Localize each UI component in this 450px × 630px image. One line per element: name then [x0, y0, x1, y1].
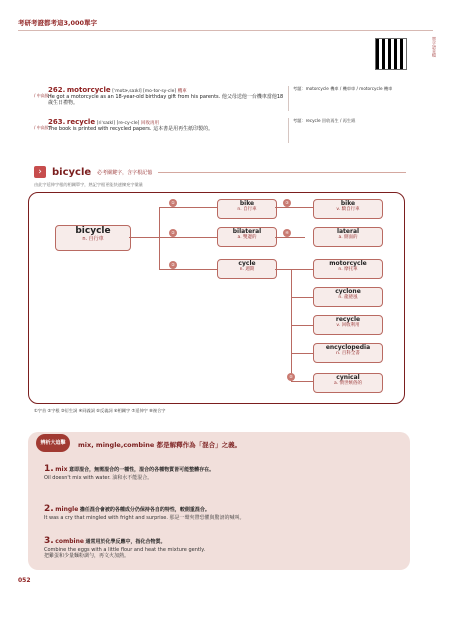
usage-item-definition: 意即混合，無需混合的一種性，混合的各種物質皆可能整體存在。 — [69, 467, 215, 473]
mid-word-box — [217, 227, 277, 247]
usage-item — [44, 504, 396, 521]
usage-item-definition: 通常用於化學反應中，指化合物質。 — [85, 539, 166, 545]
usage-item-example: Oil doesn't mix with water. 油和水不能混合。 — [44, 475, 153, 481]
connector-line — [275, 207, 305, 208]
mid-meaning: n. 自行車 — [237, 207, 257, 212]
connector-line — [291, 353, 313, 354]
related-word: recycle — [335, 316, 361, 323]
usage-item — [44, 464, 396, 481]
word-tree-diagram — [28, 192, 405, 404]
connector-line — [159, 237, 217, 238]
connector-line — [275, 237, 305, 238]
related-word: encyclopedia — [325, 344, 371, 351]
usage-item-example-2: 把雞蛋和少量麵粉調勻，再文火加熱。 — [44, 553, 130, 559]
connector-line — [291, 297, 313, 298]
related-word: bike — [340, 200, 356, 207]
entry-example: The book is printed with recycled papers. 這本書是用再生紙印製的。 — [48, 126, 214, 132]
usage-item-example: It was a cry that mingled with fright and surprise. 那是一聲夾帶恐懼與驚訝的喊叫。 — [44, 515, 245, 521]
chevron-right-icon: › — [34, 166, 46, 178]
vocab-entry — [34, 86, 424, 114]
entry-level: / 中高級 / — [34, 93, 52, 98]
qr-code[interactable] — [375, 38, 407, 70]
mid-word: bike — [239, 200, 255, 207]
usage-item-word: mix — [55, 466, 68, 473]
usage-title: mix, mingle,combine 都是解釋作為「混合」之義。 — [78, 441, 242, 449]
topic-word: bicycle — [52, 166, 92, 178]
related-meaning: n. 龍捲風 — [338, 295, 358, 300]
related-word: lateral — [336, 228, 360, 235]
entry-phonetic: [ˈmotɚ,saɪkl] [mo-tor-sy-cle] — [112, 89, 177, 94]
related-meaning: v. 回收利用 — [336, 323, 360, 328]
topic-subtitle: 由此字延伸字根的相關單字，熟記字根更能快速擴充字彙量 — [34, 182, 143, 187]
topic-description: 必考關鍵字，含字根記憶 — [97, 169, 153, 176]
topic-divider — [158, 172, 406, 173]
related-meaning: a. 憤世嫉俗的 — [333, 381, 363, 386]
usage-item-number: 3. — [44, 536, 54, 546]
related-meaning: v. 騎自行車 — [336, 207, 360, 212]
related-word: cynical — [336, 374, 360, 381]
usage-item — [44, 536, 396, 559]
connector-line — [129, 237, 159, 238]
page-number: 052 — [18, 577, 31, 584]
entry-phonetic: [riˈsaɪkl] [re-cy-cle] — [96, 121, 140, 126]
usage-item-number: 1. — [44, 464, 54, 474]
entry-pos: 回收再用 — [141, 121, 160, 126]
entry-number: 262. — [48, 86, 66, 94]
usage-item-number: 2. — [44, 504, 54, 514]
mid-word-box — [217, 259, 277, 279]
connector-line — [159, 269, 217, 270]
mid-meaning: n. 週期 — [239, 267, 255, 272]
related-word: cyclone — [335, 288, 361, 295]
related-word-box — [313, 259, 383, 279]
usage-section — [28, 432, 410, 570]
relation-marker: ① — [169, 199, 177, 207]
mid-word: cycle — [238, 260, 256, 267]
entry-note: 考題：recycle 回收再生 / 再生紙 — [288, 118, 405, 143]
vocab-entry — [34, 118, 424, 146]
relation-marker: ② — [169, 261, 177, 269]
related-word-box — [313, 287, 383, 307]
usage-item-definition: 擔任混合會被的各種成分仍保持各自的特性，較側重混合。 — [79, 507, 210, 513]
related-meaning: n. 百科全書 — [336, 351, 360, 356]
related-word-box — [313, 199, 383, 219]
root-meaning: n. 自行車 — [82, 236, 104, 242]
qr-label: 單字語音檔 — [432, 37, 437, 57]
relation-marker: ⑤ — [287, 373, 295, 381]
entry-number: 263. — [48, 118, 66, 126]
mid-word-box — [217, 199, 277, 219]
page-header: 考研考證都考這3,000單字 — [18, 18, 98, 27]
usage-item-word: combine — [55, 538, 84, 545]
related-word-box — [313, 315, 383, 335]
connector-line — [159, 207, 217, 208]
connector-line — [291, 269, 313, 270]
entry-note: 考題：motorcycle 機車 / 機車車 / motorcycle 機車 — [288, 86, 405, 111]
relation-marker: ④ — [283, 229, 291, 237]
related-word-box — [313, 373, 383, 393]
entry-level: / 中高級 / — [34, 125, 52, 130]
connector-line — [291, 325, 313, 326]
entry-word: recycle — [66, 118, 96, 126]
related-word-box — [313, 343, 383, 363]
mid-meaning: a. 雙邊的 — [237, 235, 257, 240]
header-divider — [18, 30, 433, 31]
root-word-box — [55, 225, 131, 251]
entry-word: motorcycle — [66, 86, 111, 94]
usage-item-example: Combine the eggs with a little flour and heat the mixture gently. — [44, 547, 206, 553]
relation-marker: ② — [169, 229, 177, 237]
usage-badge: 辨析大追擊 — [36, 434, 70, 452]
root-word: bicycle — [75, 226, 111, 236]
relation-marker: ③ — [283, 199, 291, 207]
topic-bar — [34, 166, 406, 178]
connector-line — [291, 381, 313, 382]
connector-line — [275, 269, 291, 270]
related-word: motorcycle — [329, 260, 367, 267]
entry-pos: 機車 — [177, 89, 187, 94]
mid-word: bilateral — [232, 228, 262, 235]
related-meaning: a. 側面的 — [338, 235, 358, 240]
related-meaning: n. 摩托車 — [338, 267, 358, 272]
connector-line — [305, 207, 313, 208]
related-word-box — [313, 227, 383, 247]
diagram-legend: ①字首 ②字根 ③衍生詞 ④同義詞 ⑤反義詞 ⑥相關字 ⑦延伸字 ⑧複合字 — [34, 408, 166, 413]
entry-example: He got a motorcycle as an 18-year-old birthday gift from his parents. 他父母送他一台機車當他18歲生日禮物。 — [48, 94, 284, 106]
connector-line — [159, 207, 160, 269]
usage-item-word: mingle — [55, 506, 79, 513]
